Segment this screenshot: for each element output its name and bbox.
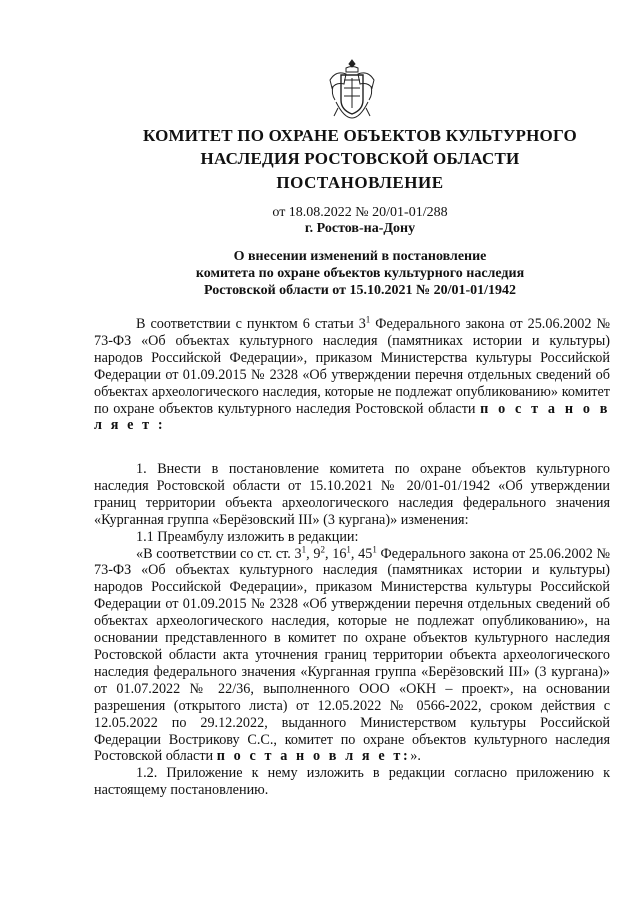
item-1-2: 1.2. Приложение к нему изложить в редакции согласно приложению к настоящему постановлению.: [94, 765, 610, 799]
preamble-decree-word: п о с т а н о в л я е т :: [94, 400, 610, 434]
quote-text-c: , 16: [324, 545, 347, 562]
document-city: г. Ростов-на-Дону: [304, 221, 416, 236]
document-subject: [90, 248, 630, 299]
item-1-1: 1.1 Преамбулу изложить в редакции:: [136, 528, 359, 545]
preamble-text-b: Федерального закона от 25.06.2002 № 73-ФЗ «Об объектах культурного наследия (памятниках истории и культуры) народов Российской Федерации», приказом Министерства культуры Российской Федерации от 01.09.2015 № 2328 «Об утверждении перечня отдельных сведений об объектах археологического наследия, которые не подлежат опубликованию» комитет по охране объектов культурного наследия Ростовской области: [94, 316, 610, 417]
subject-line-3: Ростовской области от 15.10.2021 № 20/01-01/1942: [203, 283, 517, 298]
item-1: 1. Внести в постановление комитета по охране объектов культурного наследия Ростовской области от 15.10.2021 № 20/01-01/1942 «Об утверждении границ территории объекта археологического наследия федерального значения «Курганная группа «Берёзовский III» (3 кургана)» изменения:: [94, 461, 610, 528]
organization-title-line-1: КОМИТЕТ ПО ОХРАНЕ ОБЪЕКТОВ КУЛЬТУРНОГО: [143, 126, 577, 145]
quote-sup-4: 1: [372, 543, 377, 554]
subject-line-1: О внесении изменений в постановление: [233, 249, 487, 264]
organization-title: [90, 124, 630, 170]
quote-sup-3: 1: [346, 543, 351, 554]
quote-decree-word: п о с т а н о в л я е т:: [216, 748, 411, 765]
coat-of-arms-icon: [326, 58, 378, 122]
quote-sup-2: 2: [320, 543, 325, 554]
quote-text-b: , 9: [306, 545, 321, 562]
quote-text-e: Федерального закона от 25.06.2002 № 73-ФЗ «Об объектах культурного наследия (памятниках истории и культуры) народов Российской Федерации», приказом Министерства культуры Российской Федерации от 01.09.2015 № 2328 «Об утверждении перечня отдельных сведений об объектах археологического наследия, которые не подлежат опубликованию», на основании представленного в комитет по охране объектов культурного наследия Ростовской области акта уточнения границ территории объекта археологического наследия федерального значения «Курганная группа «Берёзовский III» (3 кургана)» от 01.07.2022 № 22/36, выполненного ООО «ОКН – проект», на основании разрешения (открытого листа) от 12.05.2022 № 0566-2022, сроком действия с 12.05.2022 по 29.12.2022, выданного Министерством культуры Российской Федерации Вострикову С.С., комитет по охране объектов культурного наследия Ростовской области: [94, 545, 611, 765]
preamble-superscript: 1: [365, 314, 371, 325]
amendments-section: [94, 461, 610, 799]
quote-text-d: , 45: [350, 545, 373, 562]
quote-sup-1: 1: [301, 543, 307, 554]
quote-end: ».: [410, 748, 421, 765]
preamble-text-a: В соответствии с пунктом 6 статьи 3: [136, 316, 366, 332]
document-date-number: от 18.08.2022 № 20/01-01/288: [272, 205, 448, 220]
organization-title-line-2: НАСЛЕДИЯ РОСТОВСКОЙ ОБЛАСТИ: [200, 149, 520, 168]
document-type: ПОСТАНОВЛЕНИЕ: [276, 173, 444, 192]
preamble-paragraph: [94, 316, 610, 434]
subject-line-2: комитета по охране объектов культурного наследия: [195, 266, 525, 281]
quote-text-a: «В соответствии со ст. ст. 3: [136, 545, 302, 562]
item-1-1-quote: [94, 543, 611, 766]
